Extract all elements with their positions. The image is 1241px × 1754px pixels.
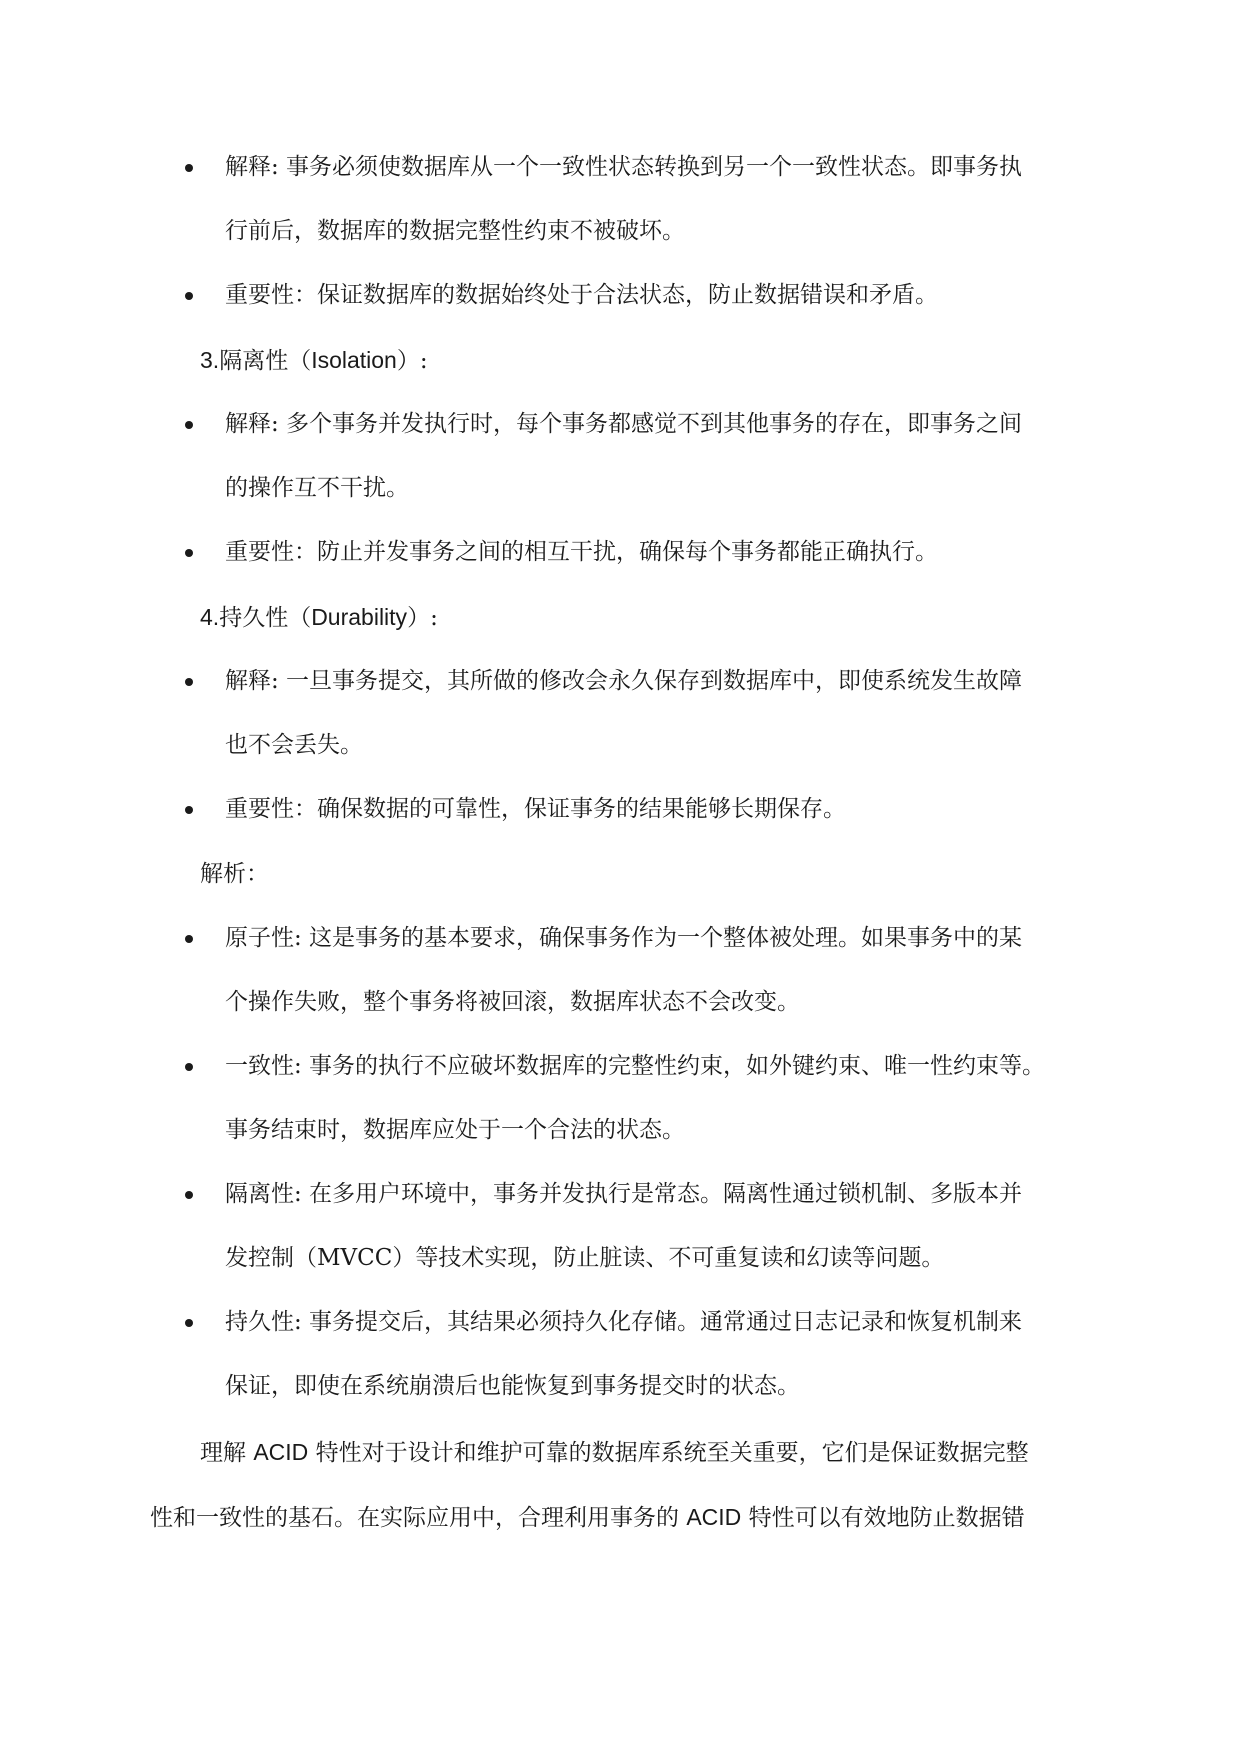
bullet-dot (185, 935, 193, 943)
acid-term: ACID (686, 1504, 742, 1530)
list-item (185, 1162, 1085, 1290)
bullet-dot (185, 292, 193, 300)
list-item (185, 135, 1085, 263)
list-item (185, 777, 1085, 841)
section-heading-analysis: 解析： (200, 861, 269, 887)
bullet-dot (185, 1319, 193, 1327)
list-item-text: 重要性：防止并发事务之间的相互干扰，确保每个事务都能正确执行。 (225, 539, 938, 565)
list-item-text: 解释: 事务必须使数据库从一个一致性状态转换到另一个一致性状态。即事务执 行前后，数据库的数据完整性约束不被破坏。 (225, 154, 1023, 244)
text-run: 理解 (200, 1440, 254, 1466)
text-run: 性和一致性的基石。在实际应用中，合理利用事务的 (150, 1505, 687, 1531)
text-run: 特性对于设计和维护可靠的数据库系统至关重要，它们是保证数据完整 (308, 1440, 1029, 1466)
heading-paren-close: ）: (407, 605, 438, 631)
heading-paren-close: ）: (396, 348, 428, 374)
list-item (185, 649, 1085, 777)
section-heading-durability (200, 585, 438, 650)
bullet-dot (185, 678, 193, 686)
list-item-text: 重要性：确保数据的可靠性，保证事务的结果能够长期保存。 (225, 796, 846, 822)
heading-paren-open: （ (288, 605, 312, 631)
list-item (185, 520, 1085, 584)
closing-paragraph (150, 1420, 1090, 1550)
list-item-text: 持久性: 事务提交后，其结果必须持久化存储。通常通过日志记录和恢复机制来 保证，即使在系统崩溃后也能恢复到事务提交时的状态。 (225, 1309, 1023, 1399)
bullet-dot (185, 1191, 193, 1199)
heading-number: 4. (200, 604, 220, 630)
list-item-text: 隔离性: 在多用户环境中，事务并发执行是常态。隔离性通过锁机制、多版本并 发控制（MVCC）等技术实现，防止脏读、不可重复读和幻读等问题。 (225, 1181, 1023, 1271)
bullet-dot (185, 549, 193, 557)
list-item (185, 263, 1085, 327)
heading-english: Isolation (311, 347, 397, 373)
bullet-dot (185, 1063, 193, 1071)
text-run: 特性可以有效地防止数据错 (741, 1505, 1025, 1531)
bullet-dot (185, 806, 193, 814)
section-heading-isolation (200, 328, 428, 393)
heading-english: Durability (311, 604, 408, 630)
heading-number: 3. (200, 347, 220, 373)
heading-title: 隔离性 (219, 348, 289, 374)
list-item-text: 一致性: 事务的执行不应破坏数据库的完整性约束，如外键约束、唯一性约束等。 事务结束时，数据库应处于一个合法的状态。 (225, 1053, 1046, 1143)
list-item-text: 原子性: 这是事务的基本要求，确保事务作为一个整体被处理。如果事务中的某 个操作失败，整个事务将被回滚，数据库状态不会改变。 (225, 925, 1023, 1015)
list-item-text: 解释: 一旦事务提交，其所做的修改会永久保存到数据库中，即使系统发生故障 也不会丢失。 (225, 668, 1023, 758)
list-item-text: 解释: 多个事务并发执行时，每个事务都感觉不到其他事务的存在，即事务之间 的操作互不干扰。 (225, 411, 1023, 501)
list-item (185, 1290, 1085, 1418)
list-item (185, 392, 1085, 520)
paragraph-line (150, 1485, 1090, 1550)
bullet-dot (185, 421, 193, 429)
list-item (185, 906, 1085, 1034)
heading-title: 持久性 (219, 605, 289, 631)
list-item-text: 重要性：保证数据库的数据始终处于合法状态，防止数据错误和矛盾。 (225, 282, 938, 308)
acid-term: ACID (253, 1439, 309, 1465)
heading-paren-open: （ (288, 348, 312, 374)
list-item (185, 1034, 1085, 1162)
paragraph-line (150, 1420, 1090, 1485)
bullet-dot (185, 164, 193, 172)
